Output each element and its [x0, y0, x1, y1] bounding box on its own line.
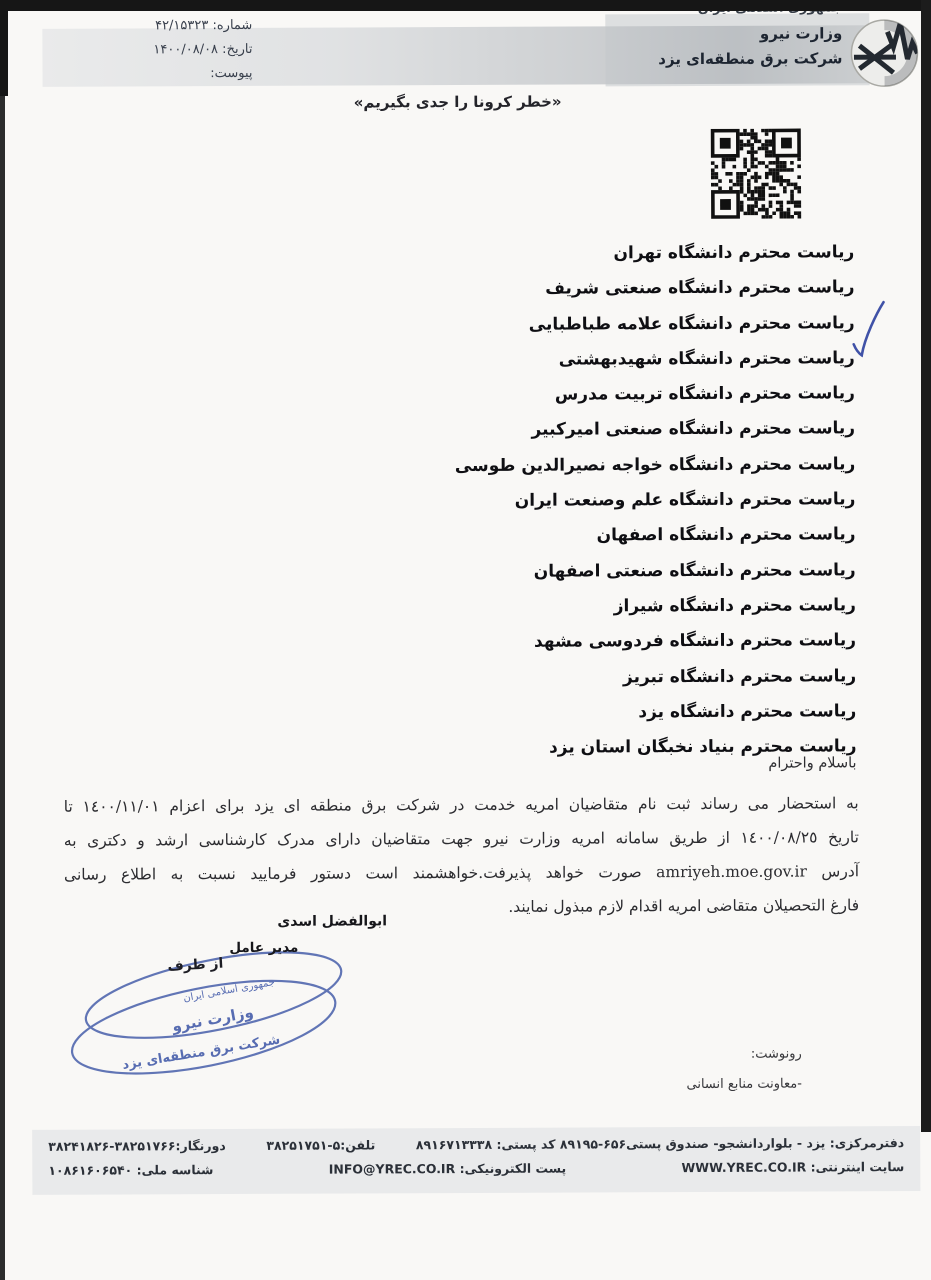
footer-phone: تلفن:۵-۳۸۲۵۱۷۵۱	[266, 1137, 376, 1153]
stamp-ministry: وزارت نیرو	[170, 1002, 255, 1036]
handwritten-checkmark-icon	[851, 299, 887, 357]
scan-border-left	[0, 0, 5, 1280]
body-line: تاریخ ١٤٠٠/٠٨/٢٥ از طریق سامانه امریه وزارت نیرو جهت متقاضیان دارای مدرک کارشناسی ارشد و دکتری به	[63, 828, 859, 850]
footer-email: پست الکترونیکی: INFO@YREC.CO.IR	[328, 1160, 567, 1177]
body-line: فارغ التحصیلان متقاضی امریه اقدام لازم مبذول نمایند.	[508, 896, 860, 916]
recipient-line: ریاست محترم دانشگاه یزد	[638, 701, 857, 723]
footer-row-1	[32, 1135, 920, 1154]
number-label: شماره:	[212, 17, 253, 34]
number-value: ۴۲/۱۵۳۲۳	[155, 18, 209, 34]
signer-name: ابوالفضل اسدی	[277, 913, 388, 930]
recipient-line: ریاست محترم دانشگاه اصفهان	[596, 524, 856, 546]
letterhead-ministry: وزارت نیرو	[759, 24, 843, 43]
recipient-line: ریاست محترم دانشگاه خواجه نصیرالدین طوسی	[454, 454, 856, 476]
on-behalf-note: از طرف	[167, 955, 224, 975]
date-value: ۱۴۰۰/۰۸/۰۸	[153, 42, 219, 58]
recipient-line: ریاست محترم دانشگاه فردوسی مشهد	[533, 630, 857, 652]
recipient-line: ریاست محترم دانشگاه صنعتی امیرکبیر	[531, 418, 856, 441]
scan-border-top	[0, 0, 931, 11]
recipient-line: ریاست محترم دانشگاه صنعتی شریف	[545, 277, 855, 299]
recipient-list	[454, 235, 857, 766]
body-paragraph	[64, 786, 860, 925]
recipient-line: ریاست محترم دانشگاه علامه طباطبایی	[528, 312, 855, 335]
recipient-line: ریاست محترم بنیاد نخبگان استان یزد	[549, 736, 857, 758]
recipient-line: ریاست محترم دانشگاه تربیت مدرس	[554, 383, 855, 405]
letter-number	[57, 14, 252, 39]
letter-meta	[57, 14, 252, 87]
signer-title: مدیر عامل	[229, 939, 299, 957]
footer-row-2	[32, 1159, 920, 1178]
recipient-line: ریاست محترم دانشگاه شیراز	[613, 595, 856, 617]
stamp-company: شرکت برق منطقه‌ای یزد	[121, 1032, 282, 1073]
footer-fax: دورنگار:۳۸۲۵۱۷۶۶-۳۸۲۴۱۸۲۶	[48, 1138, 226, 1154]
recipient-line: ریاست محترم دانشگاه شهیدبهشتی	[558, 348, 855, 370]
cc-label: رونوشت:	[750, 1046, 802, 1062]
company-logo-icon	[848, 17, 920, 89]
footer-website: سایت اینترنتی: WWW.YREC.CO.IR	[681, 1159, 905, 1176]
cc-item: -معاونت منابع انسانی	[686, 1076, 802, 1093]
date-label: تاریخ:	[222, 41, 253, 58]
recipient-line: ریاست محترم دانشگاه صنعتی اصفهان	[533, 559, 856, 582]
recipient-line: ریاست محترم دانشگاه علم وصنعت ایران	[514, 489, 856, 511]
letter-date	[57, 38, 252, 63]
attachment-label: پیوست:	[210, 65, 253, 82]
scan-border-left-top	[0, 0, 8, 96]
recipient-line: ریاست محترم دانشگاه تهران	[613, 242, 855, 264]
stamp-country: جمهوری اسلامی ایران	[182, 976, 276, 1005]
recipient-line: ریاست محترم دانشگاه تبریز	[622, 665, 857, 687]
salutation: باسلام واحترام	[768, 755, 857, 772]
cc-block	[686, 1040, 802, 1101]
footer-contact-band	[32, 1126, 920, 1195]
body-line: آدرس amriyeh.moe.gov.ir صورت خواهد پذیرفت.خواهشمند است دستور فرمایید نسبت به اطلاع رسانی	[63, 862, 860, 884]
footer-national-id: شناسه ملی: ۱۰۸۶۱۶۰۶۵۴۰	[48, 1162, 214, 1178]
body-line: به استحضار می رساند ثبت نام متقاضیان امریه خدمت در شرکت برق منطقه ای یزد برای اعزام ١٤٠٠/١١/٠١ تا	[63, 794, 859, 816]
qr-code	[710, 129, 802, 219]
scan-border-right	[921, 0, 931, 1132]
footer-address: دفترمرکزی: یزد - بلواردانشجو- صندوق پستی۶۵۶-۸۹۱۹۵ کد پستی: ۸۹۱۶۷۱۳۳۳۸	[415, 1135, 905, 1153]
covid-slogan: «خطر کرونا را جدی بگیریم»	[353, 92, 562, 112]
letterhead-company: شرکت برق منطقه‌ای یزد	[658, 49, 843, 69]
letter-attachment	[57, 62, 252, 87]
